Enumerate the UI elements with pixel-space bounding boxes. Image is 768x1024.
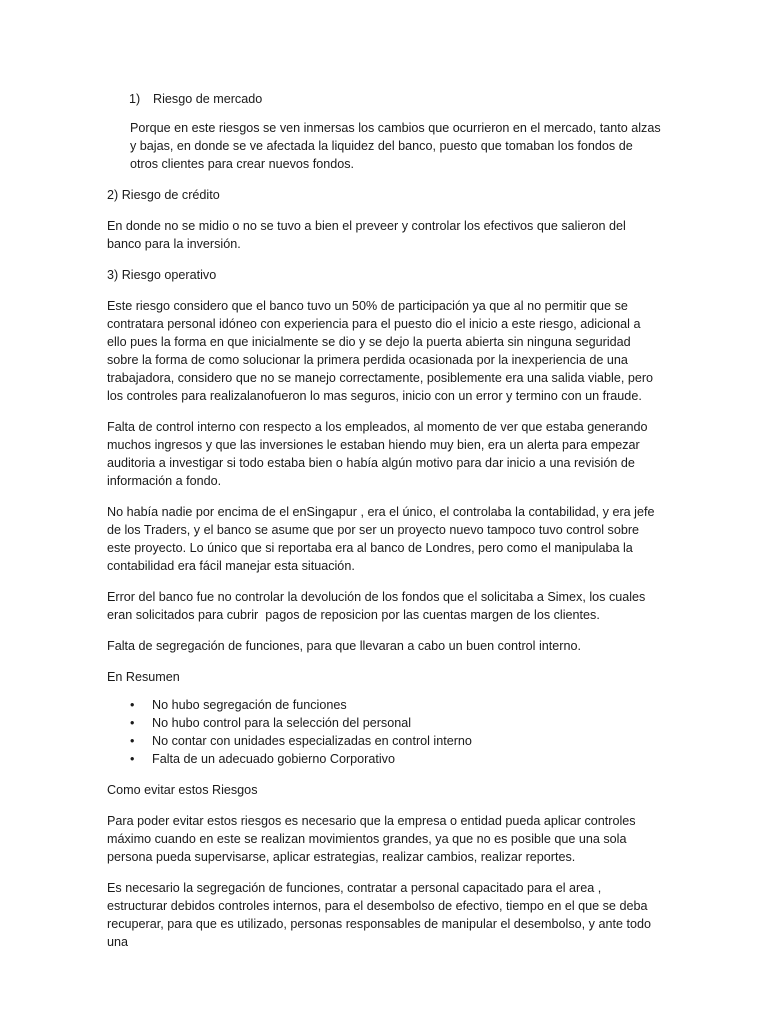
section-3-paragraph: No había nadie por encima de el enSingapur , era el único, el controlaba la contabilidad, y era jefe de los Traders, y el banco se asume que por ser un proyecto nuevo tampoco tuvo control sobre este proyecto. Lo único que si reportaba era al banco de Londres, pero como el manipulaba la contabilidad era fácil manejar esta situación. [107, 505, 658, 573]
section-1-body: Porque en este riesgos se ven inmersas los cambios que ocurrieron en el mercado, tanto alzas y bajas, en donde se ve afectada la liquidez del banco, puesto que tomaban los fondos de otros clientes para crear nuevos fondos. [130, 121, 665, 171]
bullet-icon: • [130, 752, 135, 766]
list-item-text: No hubo segregación de funciones [152, 698, 347, 712]
avoid-paragraph: Para poder evitar estos riesgos es necesario que la empresa o entidad pueda aplicar controles máximo cuando en este se realizan movimientos grandes, ya que no es posible que una sola persona pueda supervisarse, aplicar estrategias, realizar cambios, realizar reportes. [107, 814, 640, 864]
section-2-body: En donde no se midio o no se tuvo a bien el preveer y controlar los efectivos que salieron del banco para la inversión. [107, 219, 630, 251]
section-1-number: 1) [129, 92, 141, 106]
avoid-paragraph: Es necesario la segregación de funciones, contratar a personal capacitado para el area , estructurar debidos controles internos, para el desembolso de efectivo, tiempo en el que se deba recuperar, para que es utilizado, personas responsables de manipular el desembolso, y ante todo una [107, 881, 655, 949]
list-item [107, 714, 663, 732]
avoid-title: Como evitar estos Riesgos [107, 783, 258, 797]
bullet-icon: • [130, 734, 135, 748]
section-3-paragraph: Error del banco fue no controlar la devolución de los fondos que el solicitaba a Simex, los cuales eran solicitados para cubrir pagos de reposicion por las cuentas margen de los clientes. [107, 590, 649, 622]
bullet-icon: • [130, 716, 135, 730]
section-1-title: Riesgo de mercado [153, 92, 263, 106]
bullet-icon: • [130, 698, 135, 712]
section-2-title: 2) Riesgo de crédito [107, 188, 220, 202]
section-3-paragraph: Falta de segregación de funciones, para que llevaran a cabo un buen control interno. [107, 639, 581, 653]
list-item [107, 732, 663, 750]
document-page [107, 90, 663, 964]
section-3-paragraph: Falta de control interno con respecto a los empleados, al momento de ver que estaba generando muchos ingresos y que las inversiones le estaban hiendo muy bien, era un alerta para empezar auditoria a investigar si todo estaba bien o había algún motivo para dar inicio a una revisión de información a fondo. [107, 420, 651, 488]
list-item [107, 696, 663, 714]
summary-list [107, 696, 663, 768]
list-item-text: No hubo control para la selección del personal [152, 716, 412, 730]
list-item-text: No contar con unidades especializadas en control interno [152, 734, 472, 748]
section-3-paragraph: Este riesgo considero que el banco tuvo un 50% de participación ya que al no permitir que se contratara personal idóneo con experiencia para el puesto dio el inicio a este riesgo, adicional a ello pues la forma en que inicialmente se dio y se dejo la puerta abierta sin ninguna seguridad sobre la forma de como solucionar la primera perdida ocasionada por la inexperiencia de una trabajadora, considero que no se manejo correctamente, posiblemente era una salida viable, pero los controles para realizalanofueron lo mas seguros, inicio con un error y termino con un fraude. [107, 299, 657, 403]
section-3-title: 3) Riesgo operativo [107, 268, 217, 282]
summary-title: En Resumen [107, 670, 180, 684]
section-1-heading [107, 90, 663, 108]
list-item-text: Falta de un adecuado gobierno Corporativo [152, 752, 395, 766]
list-item [107, 750, 663, 768]
